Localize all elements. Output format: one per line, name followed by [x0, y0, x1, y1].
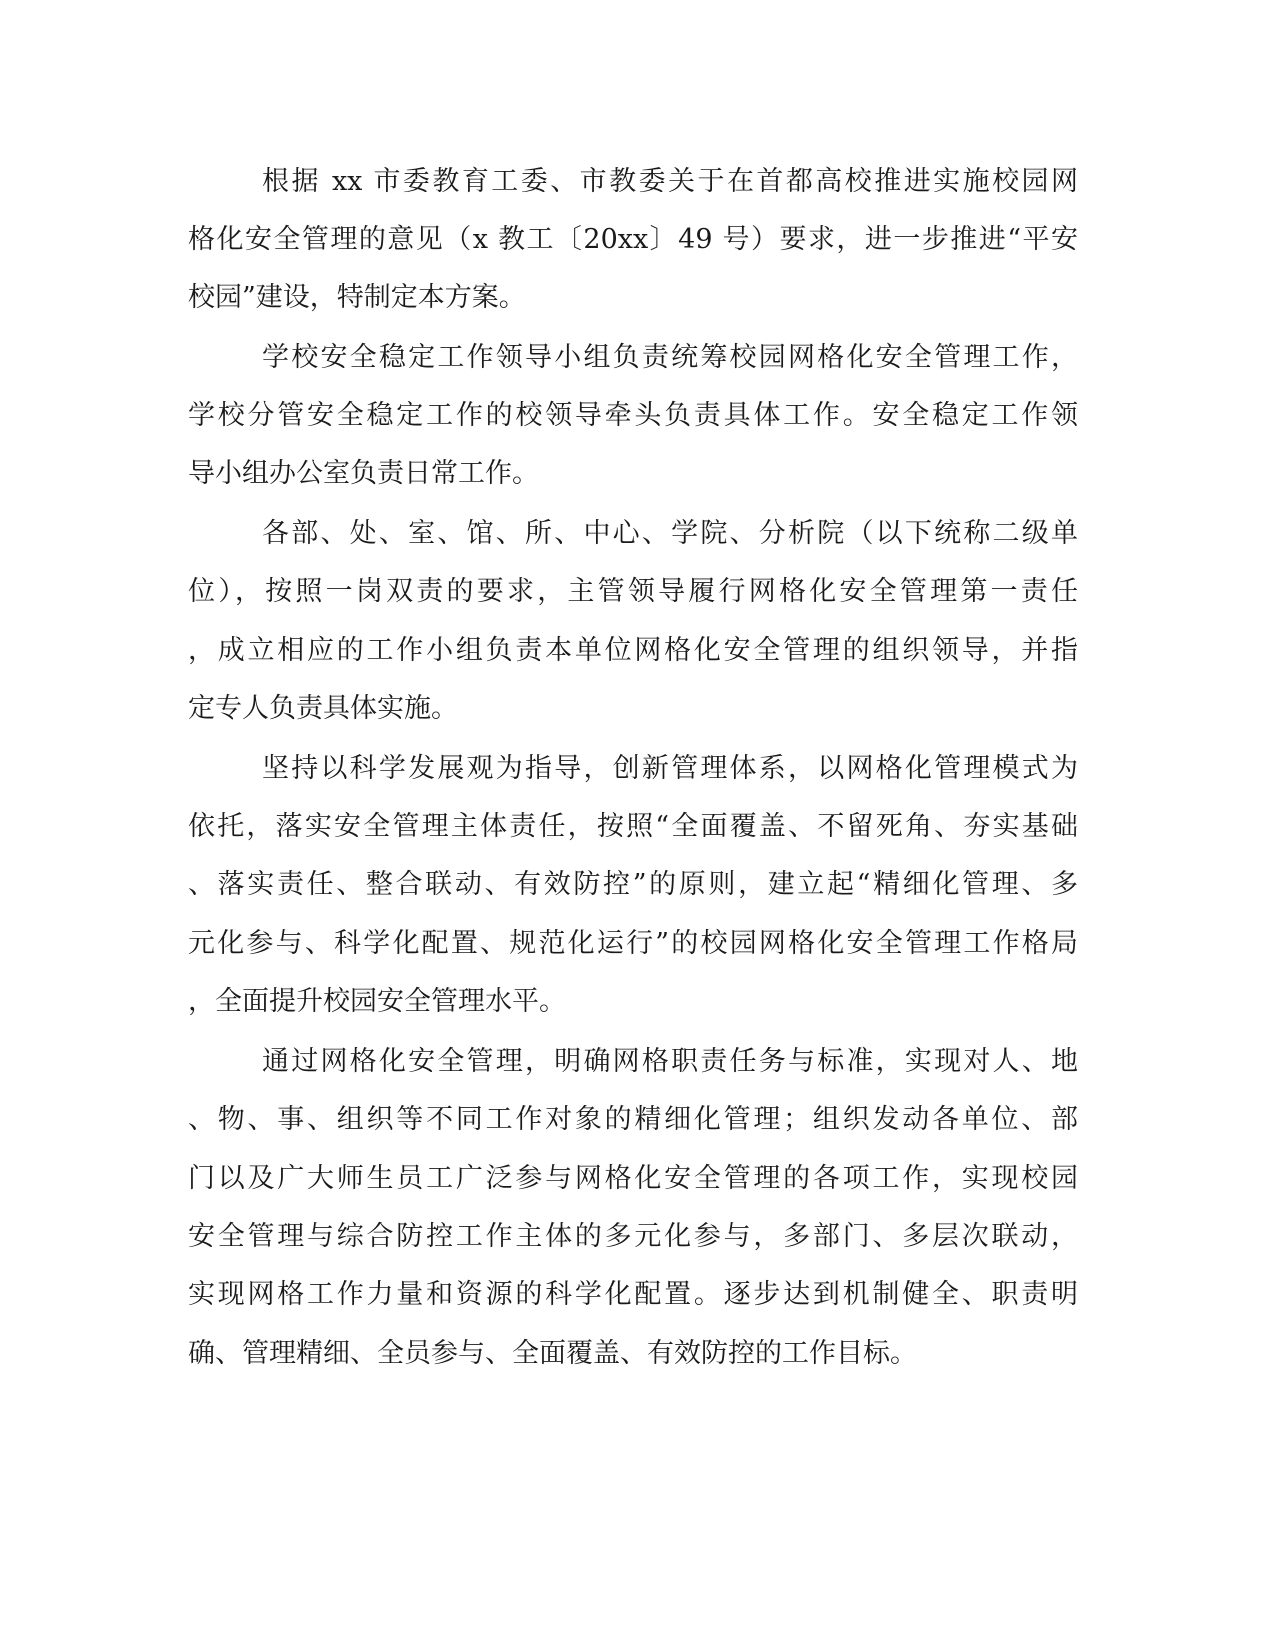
paragraph-5-line-5: 实现网格工作力量和资源的科学化配置。逐步达到机制健全、职责明	[188, 1279, 1078, 1310]
paragraph-5-line-3: 门以及广大师生员工广泛参与网格化安全管理的各项工作，实现校园	[188, 1163, 1078, 1194]
paragraph-4-line-3: 、落实责任、整合联动、有效防控”的原则，建立起“精细化管理、多	[188, 869, 1078, 900]
paragraph-4-line-4: 元化参与、科学化配置、规范化运行”的校园网格化安全管理工作格局	[188, 928, 1078, 959]
paragraph-4-line-5: ，全面提升校园安全管理水平。	[188, 986, 566, 1017]
paragraph-3-line-1: 各部、处、室、馆、所、中心、学院、分析院（以下统称二级单	[262, 518, 1078, 549]
paragraph-4-line-1: 坚持以科学发展观为指导，创新管理体系，以网格化管理模式为	[262, 753, 1078, 784]
paragraph-5-line-6: 确、管理精细、全员参与、全面覆盖、有效防控的工作目标。	[188, 1338, 917, 1369]
paragraph-2-line-3: 导小组办公室负责日常工作。	[188, 458, 539, 489]
paragraph-1-line-2: 格化安全管理的意见（x 教工〔20xx〕49 号）要求，进一步推进“平安	[188, 224, 1078, 255]
paragraph-5-line-4: 安全管理与综合防控工作主体的多元化参与，多部门、多层次联动，	[188, 1221, 1078, 1252]
paragraph-3-line-3: ，成立相应的工作小组负责本单位网格化安全管理的组织领导，并指	[188, 635, 1078, 666]
paragraph-5-line-1: 通过网格化安全管理，明确网格职责任务与标准，实现对人、地	[262, 1046, 1078, 1077]
paragraph-1-line-1: 根据 xx 市委教育工委、市教委关于在首都高校推进实施校园网	[262, 166, 1078, 197]
paragraph-2-line-2: 学校分管安全稳定工作的校领导牵头负责具体工作。安全稳定工作领	[188, 400, 1078, 431]
paragraph-4-line-2: 依托，落实安全管理主体责任，按照“全面覆盖、不留死角、夯实基础	[188, 811, 1078, 842]
paragraph-5-line-2: 、物、事、组织等不同工作对象的精细化管理；组织发动各单位、部	[188, 1104, 1078, 1135]
paragraph-3-line-2: 位），按照一岗双责的要求，主管领导履行网格化安全管理第一责任	[188, 576, 1078, 607]
paragraph-3-line-4: 定专人负责具体实施。	[188, 693, 458, 724]
paragraph-2-line-1: 学校安全稳定工作领导小组负责统筹校园网格化安全管理工作，	[262, 342, 1078, 373]
paragraph-1-line-3: 校园”建设，特制定本方案。	[188, 282, 526, 313]
